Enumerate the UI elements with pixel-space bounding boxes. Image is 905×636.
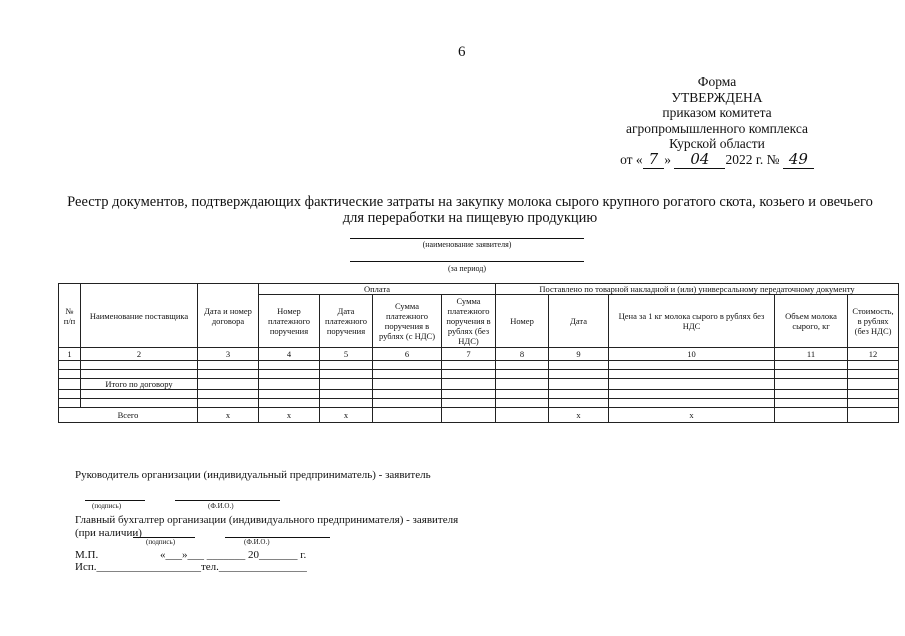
header-cell: Стоимость, в рублях (без НДС) (848, 295, 899, 348)
registry-table (58, 283, 899, 423)
header-cell: Наименование поставщика (81, 284, 198, 348)
head-fio-line (175, 500, 280, 501)
table-row (59, 370, 899, 379)
approval-line-1: приказом комитета (662, 105, 772, 120)
column-number: 4 (259, 348, 320, 361)
accountant-fio-line (225, 537, 330, 538)
accountant-fio-caption: (Ф.И.О.) (244, 538, 270, 546)
executor-line: Исп.___________________тел.________________ (75, 561, 307, 573)
x-mark: x (198, 408, 259, 423)
column-number: 10 (609, 348, 775, 361)
handwritten-month: 04 (674, 150, 725, 169)
header-cell: Номер платежного поручения (259, 295, 320, 348)
page-number: 6 (458, 44, 466, 60)
column-number: 11 (775, 348, 848, 361)
table-row (59, 390, 899, 399)
column-number: 9 (549, 348, 609, 361)
handwritten-number: 49 (783, 150, 814, 169)
column-number: 12 (848, 348, 899, 361)
form-label: Форма (697, 74, 737, 89)
stamp-placeholder: М.П. (75, 549, 99, 561)
applicant-caption: (наименование заявителя) (422, 240, 512, 249)
x-mark: x (259, 408, 320, 423)
contract-total-label: Итого по договору (81, 379, 198, 390)
period-caption: (за период) (448, 264, 486, 273)
header-cell: № п/п (59, 284, 81, 348)
column-number: 1 (59, 348, 81, 361)
contract-total-row (59, 379, 899, 390)
handwritten-day: 7 (643, 150, 665, 169)
x-mark: x (549, 408, 609, 423)
column-number: 2 (81, 348, 198, 361)
column-number: 7 (442, 348, 496, 361)
header-cell: Сумма платежного поручения в рублях (с НДС) (373, 295, 442, 348)
column-number: 8 (496, 348, 549, 361)
approval-line-2: агропромышленного комплекса (626, 120, 808, 136)
head-fio-caption: (Ф.И.О.) (208, 502, 234, 510)
table-row (59, 361, 899, 370)
header-cell: Номер (496, 295, 549, 348)
date-prefix: от « (620, 151, 643, 167)
column-number: 6 (373, 348, 442, 361)
column-number: 3 (198, 348, 259, 361)
approval-stamp (587, 74, 847, 167)
header-cell: Объем молока сырого, кг (775, 295, 848, 348)
if-any-label: (при наличии) (75, 527, 142, 539)
period-line (350, 261, 584, 262)
column-number: 5 (320, 348, 373, 361)
approval-date-line: от « 7 » 04 2022 г. № 49 (587, 152, 847, 168)
head-signature-caption: (подпись) (92, 502, 122, 510)
head-signature-line (85, 500, 145, 501)
date-template: «___»___ _______ 20_______ г. (160, 549, 307, 561)
year-text: 2022 г. № (725, 151, 780, 167)
header-cell: Сумма платежного поручения в рублях (без НДС) (442, 295, 496, 348)
x-mark: x (320, 408, 373, 423)
header-cell: Цена за 1 кг молока сырого в рублях без НДС (609, 295, 775, 348)
accountant-signature-label: Главный бухгалтер организации (индивидуального предпринимателя) - заявителя (75, 514, 459, 526)
document-title: Реестр документов, подтверждающих фактические затраты на закупку молока сырого крупного рогатого скота, козьего и овечьего для переработки на пищевую продукцию (67, 194, 873, 226)
header-cell: Дата платежного поручения (320, 295, 373, 348)
accountant-signature-caption: (подпись) (146, 538, 176, 546)
approved-label: УТВЕРЖДЕНА (671, 89, 763, 105)
x-mark: x (609, 408, 775, 423)
header-cell: Дата (549, 295, 609, 348)
table-row (59, 399, 899, 408)
header-cell: Дата и номер договора (198, 284, 259, 348)
grand-total-label: Всего (59, 408, 198, 423)
payment-group-header: Оплата (259, 284, 496, 295)
applicant-line (350, 238, 584, 239)
grand-total-row (59, 408, 899, 423)
delivery-group-header: Поставлено по товарной накладной и (или) универсальному передаточному документу (496, 284, 899, 295)
approval-line-3: Курской области (669, 136, 765, 151)
head-signature-label: Руководитель организации (индивидуальный предприниматель) - заявитель (75, 469, 431, 481)
